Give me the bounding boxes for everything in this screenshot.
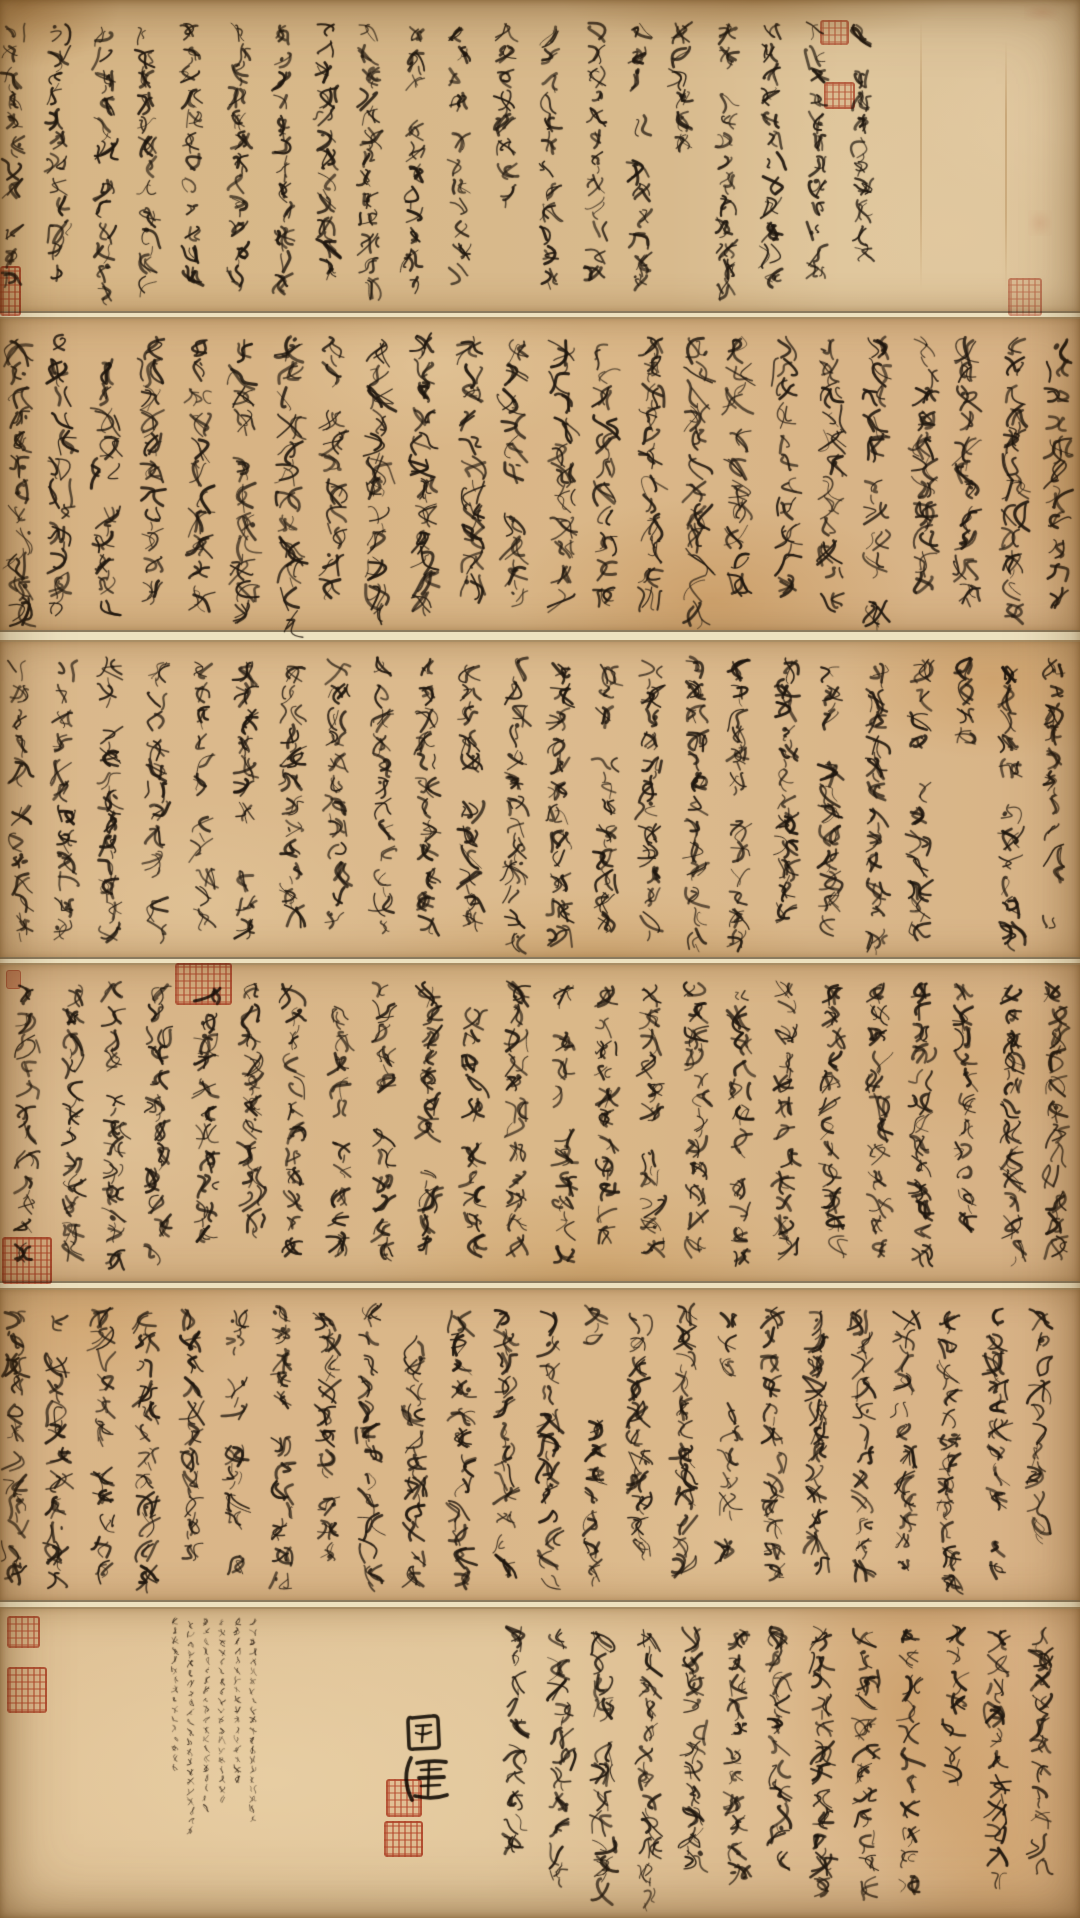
seal-stamp xyxy=(386,1779,422,1817)
seal-stamp xyxy=(1028,210,1052,236)
seal-stamp xyxy=(7,1616,40,1648)
seal-stamp xyxy=(1024,4,1060,21)
seal-stamp xyxy=(2,1237,52,1284)
seal-stamp xyxy=(1008,278,1042,316)
seal-stamp xyxy=(175,963,232,1005)
seal-stamp xyxy=(0,266,21,316)
seal-stamp xyxy=(6,970,21,989)
seal-stamp xyxy=(384,1821,423,1857)
seal-stamp xyxy=(7,1667,47,1713)
seal-stamp xyxy=(820,20,849,45)
seal-stamp xyxy=(824,82,855,109)
